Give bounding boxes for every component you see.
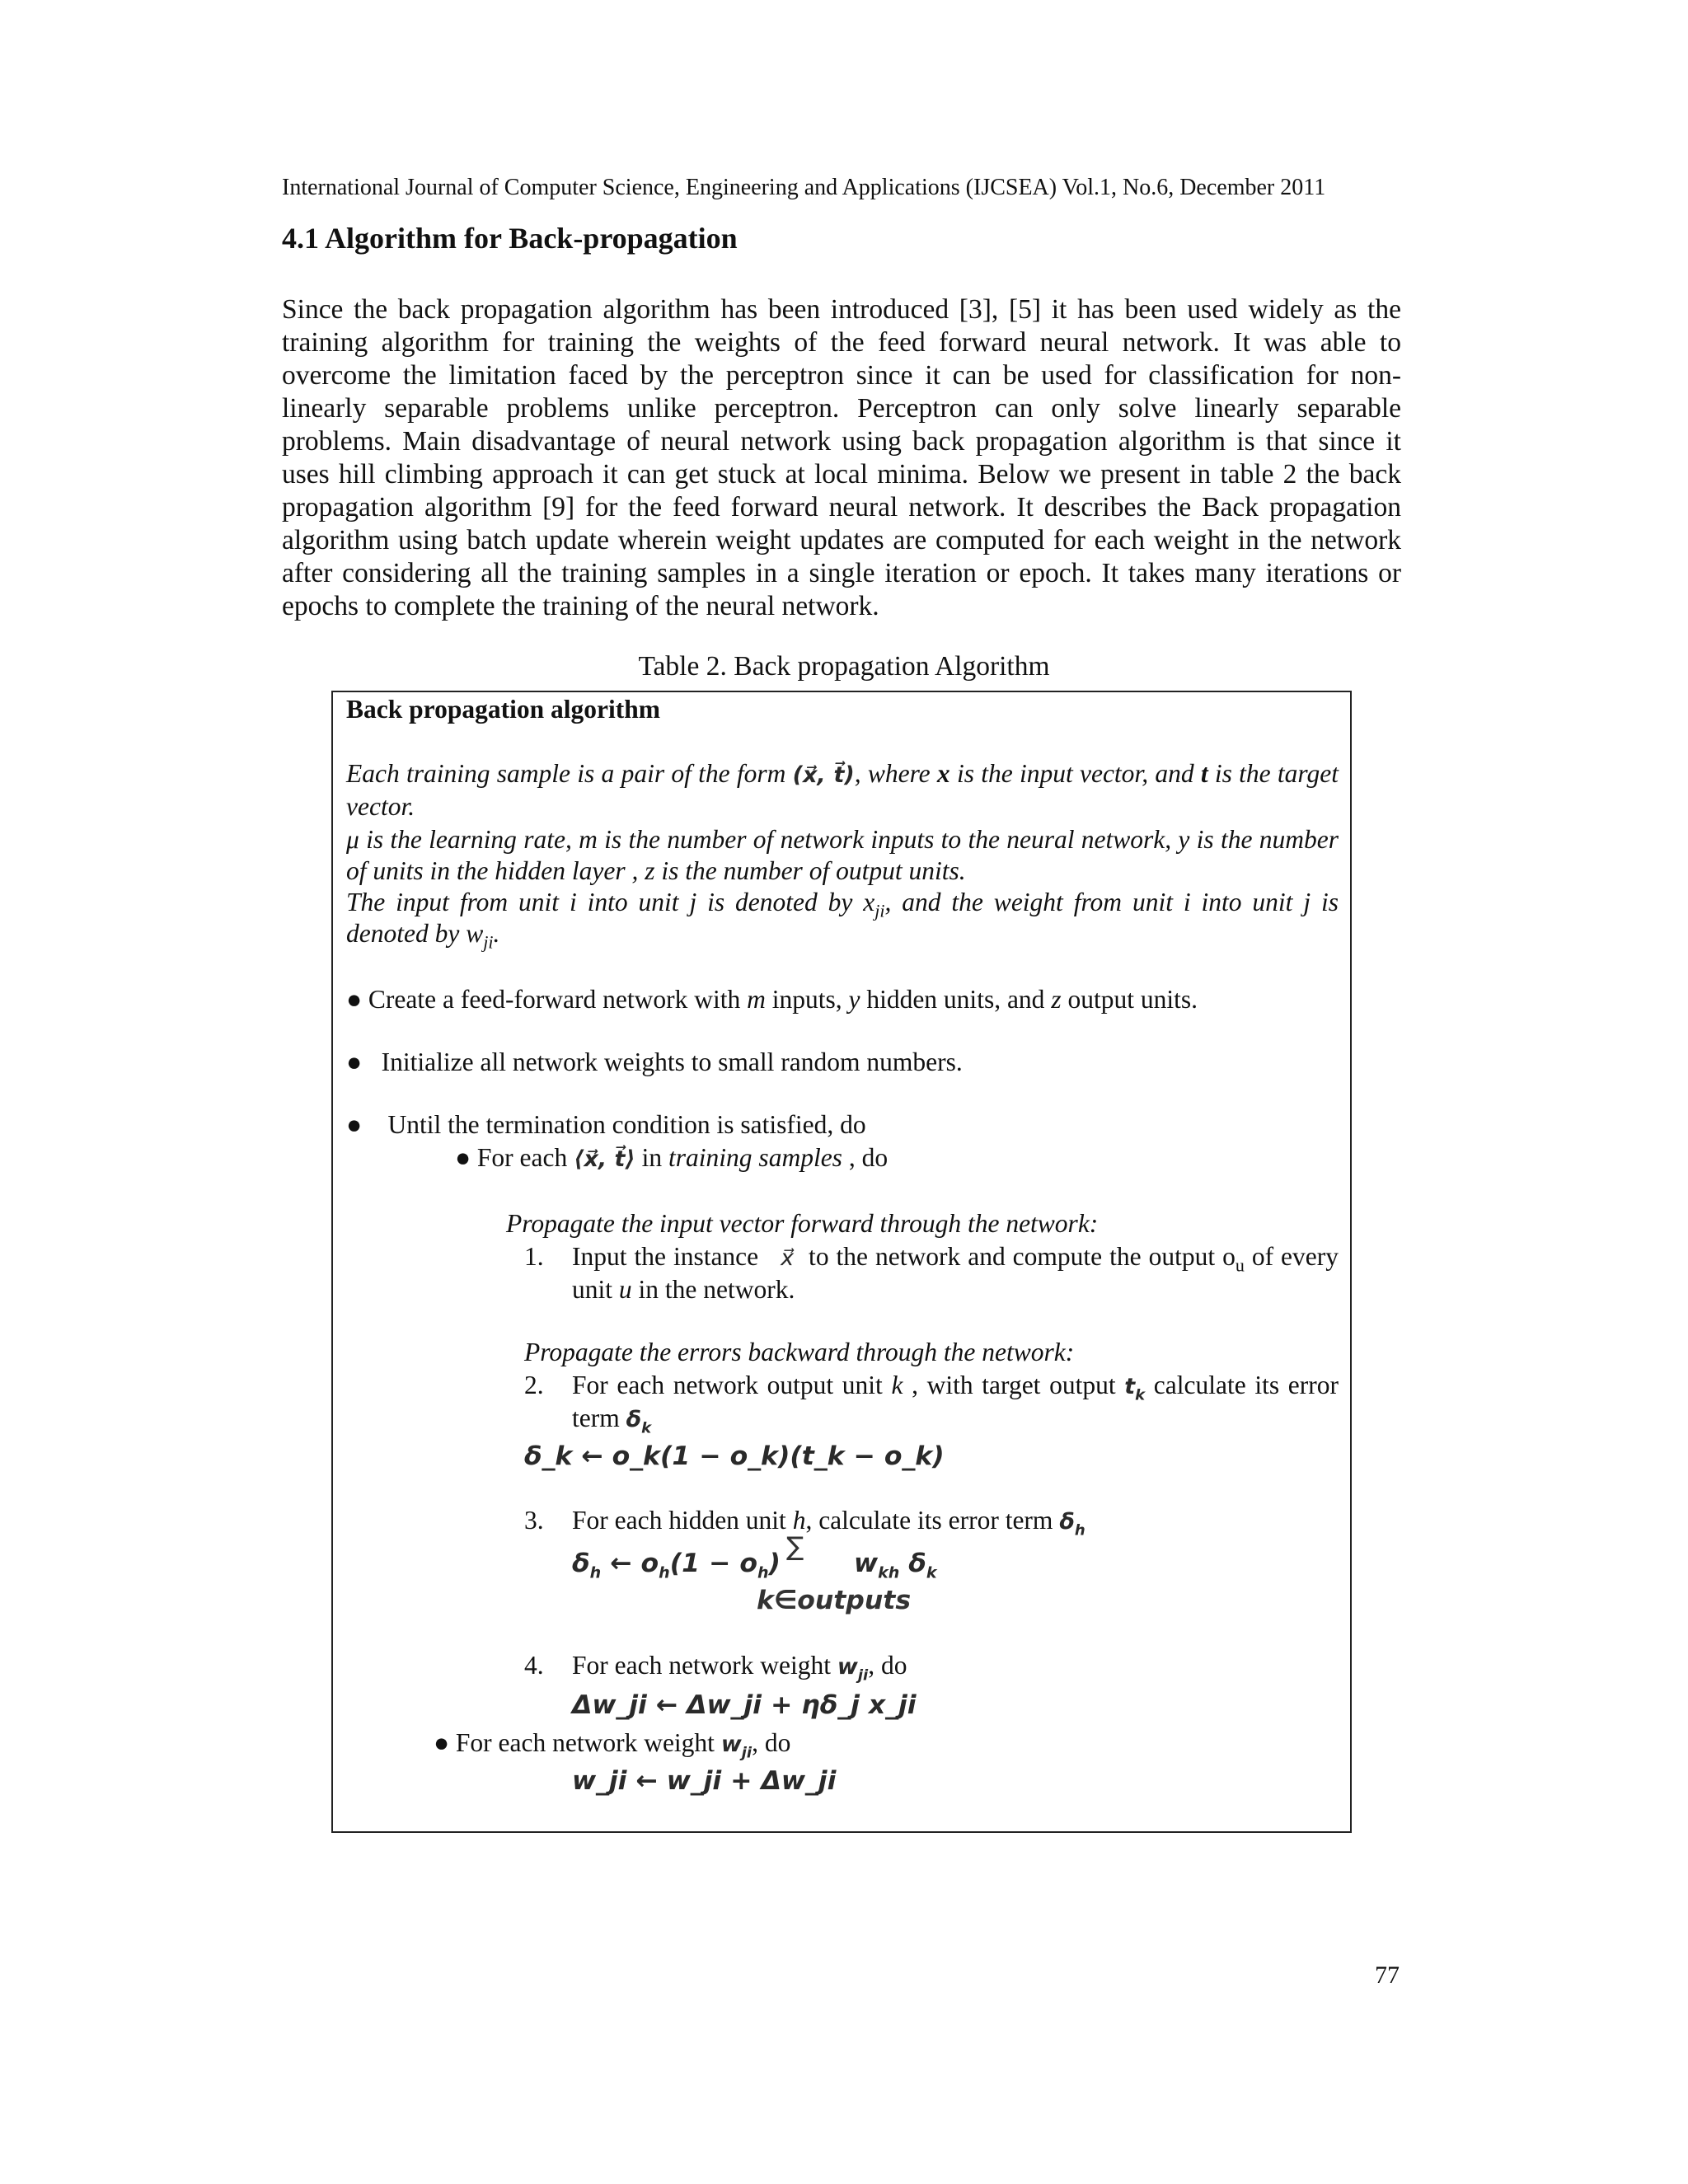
bullet-for-each-sample: ● For each ⟨x⃗, t⃗⟩ in training samples , do xyxy=(455,1143,889,1172)
body-paragraph: Since the back propagation algorithm has been introduced [3], [5] it has been used widely as the training algorithm for training the weights of the feed forward neural network. It was able to overcome the limitation faced by the perceptron since it can be used for classification for non-linearly separable problems unlike perceptron. Perceptron can only solve linearly separable problems. Main disadvantage of neural network using back propagation algorithm is that since it uses hill climbing approach it can get stuck at local minima. Below we present in table 2 the back propagation algorithm [9] for the feed forward neural network. It describes the Back propagation algorithm using batch update wherein weight updates are computed for each weight in the network after considering all the training samples in a single iteration or epoch. It takes many iterations or epochs to complete the training of the neural network. xyxy=(282,294,1401,621)
bullet-update-weights: ● For each network weight $w_{ji}$, do xyxy=(434,1728,791,1762)
bullet-until: ● Until the termination condition is satisfied, do xyxy=(346,1110,866,1139)
table-title: Back propagation algorithm xyxy=(346,695,660,724)
weight-delta-equation: Δw_ji ← Δw_ji + ηδ_j x_ji xyxy=(572,1690,917,1720)
error-term-hidden-equation: $\delta_h$ ← $o_h(1 - o_h)$ xyxy=(572,1549,781,1582)
propagate-backward-heading: Propagate the errors backward through the network: xyxy=(524,1338,1075,1366)
step-1-text: Input the instance x⃗ to the network and compute the output $o_u$ of every unit u in the network. xyxy=(572,1242,1339,1304)
step-3-text: For each hidden unit h, calculate its error term $\delta_h$ xyxy=(572,1506,1085,1540)
bullet-initialize: ● Initialize all network weights to small random numbers. xyxy=(346,1047,963,1076)
error-term-output-equation: δ_k ← o_k(1 − o_k)(t_k − o_k) xyxy=(524,1441,945,1471)
step-1-number: 1. xyxy=(524,1242,544,1271)
summation-term: $w_{kh}$ $\delta_k$ xyxy=(854,1549,937,1582)
step-3-number: 3. xyxy=(524,1506,544,1535)
step-4-number: 4. xyxy=(524,1651,544,1680)
parameters-description: μ is the learning rate, m is the number of network inputs to the neural network, y is the number of units in the hidden layer , z is the number of output units. xyxy=(346,825,1339,885)
weight-update-equation: w_ji ← w_ji + Δw_ji xyxy=(572,1766,837,1796)
journal-header: International Journal of Computer Science, Engineering and Applications (IJCSEA) Vol.1, No.6, December 2011 xyxy=(282,175,1326,200)
summation-subscript: k∈outputs xyxy=(757,1586,912,1615)
step-2-text: For each network output unit k , with target output $t_k$ calculate its error term $\delta_k$ xyxy=(572,1371,1339,1437)
summation-symbol: ∑ xyxy=(786,1532,804,1562)
page-number: 77 xyxy=(1375,1961,1400,1989)
sample-description: Each training sample is a pair of the form (x⃗, t⃗), where x is the input vector, and t is the target vector. xyxy=(346,759,1339,821)
pair-symbol: (x⃗, t⃗) xyxy=(792,762,855,788)
step-2-number: 2. xyxy=(524,1371,544,1399)
step-4-text: For each network weight $w_{ji}$, do xyxy=(572,1651,907,1685)
bullet-create-network: ● Create a feed-forward network with m inputs, y hidden units, and z output units. xyxy=(346,985,1198,1014)
section-title: 4.1 Algorithm for Back-propagation xyxy=(282,222,738,255)
weights-description: The input from unit i into unit j is denoted by $x_{ji}$, and the weight from unit i into unit j is denoted by $w_{ji}$. xyxy=(346,888,1339,953)
propagate-forward-heading: Propagate the input vector forward through the network: xyxy=(506,1209,1099,1238)
algorithm-table xyxy=(331,691,1352,1833)
table-caption: Table 2. Back propagation Algorithm xyxy=(638,651,1050,682)
